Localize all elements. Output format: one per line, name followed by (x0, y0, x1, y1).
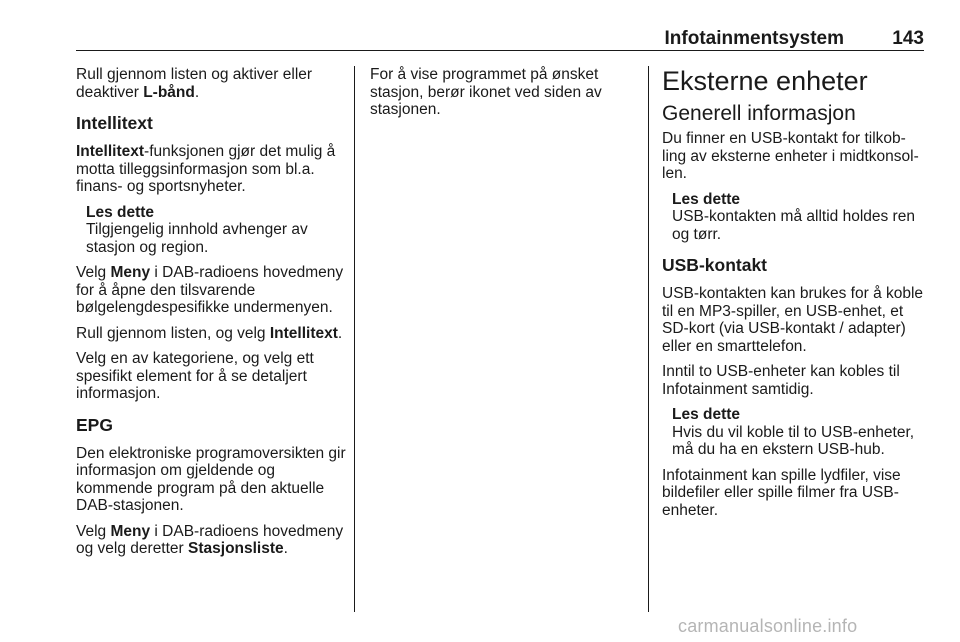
text: Rull gjennom listen og aktiver eller deaktiver (76, 66, 313, 101)
column-right (662, 66, 924, 527)
paragraph (76, 325, 346, 343)
subchapter-heading: Generell informasjon (662, 102, 856, 125)
bold-text: Meny (110, 522, 151, 540)
paragraph: Infotainment kan spille lydfiler, vise bildefiler eller spille filmer fra USB-enheter. (662, 466, 901, 519)
text: Rull gjennom listen, og velg (76, 324, 270, 342)
note (86, 204, 346, 257)
column-divider (648, 66, 649, 612)
note-body: USB-kontakten må alltid holdes ren og tørr. (672, 208, 915, 243)
column-middle (370, 66, 634, 127)
text: -funksjonen gjør det mulig å motta tilleggsinformasjon som bl.a. finans- og sportsnyheter. (76, 143, 336, 195)
column-divider (354, 66, 355, 612)
note (672, 406, 924, 459)
note-title: Les dette (86, 203, 155, 221)
paragraph (76, 66, 346, 101)
bold-text: L-bånd (143, 83, 195, 101)
text: i DAB-radioens hovedmeny for å åpne den tilsvarende bølgelengdespesifikke undermenyen. (76, 264, 344, 316)
text: . (283, 540, 288, 557)
section-heading-usb: USB-kontakt (662, 255, 768, 275)
text: . (337, 324, 343, 342)
header-title: Infotainmentsystem (664, 28, 844, 49)
text: i DAB-radioens hovedmeny og velg deretter (76, 522, 344, 557)
bold-text: Meny (110, 264, 151, 281)
section-heading-epg: EPG (76, 414, 113, 435)
note-title: Les dette (672, 406, 741, 423)
section-heading-intellitext: Intellitext (76, 113, 153, 133)
paragraph (76, 264, 346, 317)
note (672, 191, 924, 244)
note-body: Tilgjengelig innhold avhenger av stasjon og region. (86, 221, 308, 256)
watermark: carmanualsonline.info (678, 616, 858, 636)
paragraph: Velg en av kategoriene, og velg ett spesifikt element for å se detaljert informasjon. (76, 350, 314, 402)
paragraph: Den elektroniske programoversikten gir informasjon om gjeldende og kommende program på den aktuelle DAB-stasjonen. (76, 444, 346, 514)
paragraph: Du finner en USB-kontakt for tilkobling av eksterne enheter i midtkonsollen. (662, 130, 919, 182)
bold-text: Intellitext (76, 143, 145, 160)
text: . (194, 83, 200, 101)
text: Velg (76, 522, 111, 540)
page-number: 143 (892, 28, 924, 49)
text: Velg (76, 264, 111, 281)
chapter-heading: Eksterne enheter (662, 66, 868, 96)
paragraph: Inntil to USB-enheter kan kobles til Infotainment samtidig. (662, 363, 900, 398)
paragraph: For å vise programmet på ønsket stasjon, berør ikonet ved siden av stasjonen. (370, 66, 602, 118)
note-body: Hvis du vil koble til to USB-enheter, må du ha en ekstern USB-hub. (672, 423, 915, 458)
paragraph (76, 143, 346, 196)
page-header (76, 28, 924, 51)
column-left (76, 66, 346, 566)
note-title: Les dette (672, 190, 741, 208)
paragraph: USB-kontakten kan brukes for å koble til en MP3-spiller, en USB-enhet, et SD-kort (via USB-kontakt / adapter) eller en smarttelefon. (662, 285, 924, 355)
paragraph (76, 523, 346, 558)
bold-text: Stasjonsliste (188, 540, 284, 557)
bold-text: Intellitext (269, 324, 338, 342)
